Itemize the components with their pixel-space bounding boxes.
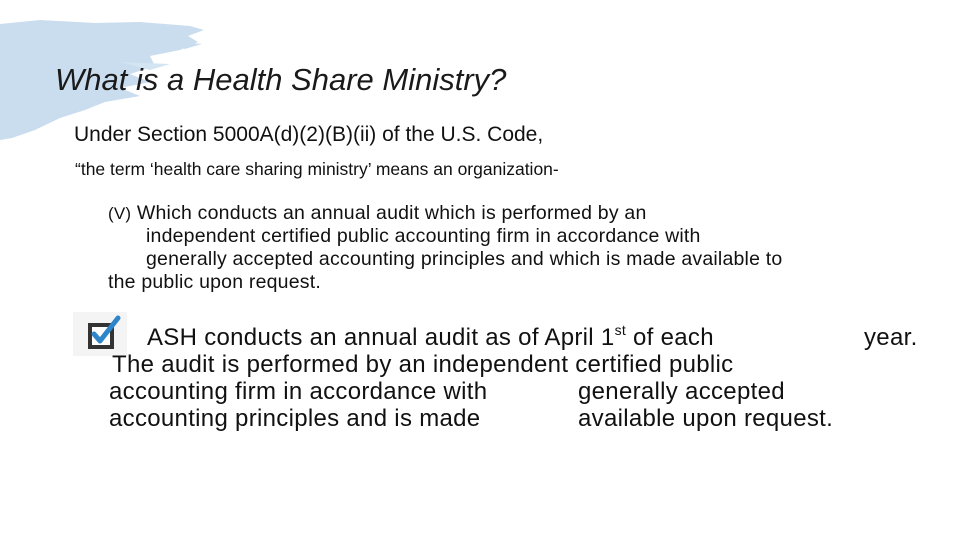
answer-text-4b: available upon request.	[578, 405, 834, 432]
answer-text-3b: generally accepted	[578, 378, 785, 405]
answer-text-1b: of each	[626, 324, 714, 351]
definition-intro: “the term ‘health care sharing ministry’ means an organization-	[75, 159, 559, 179]
ordinal-suffix: st	[614, 322, 627, 338]
provision-line-3: generally accepted accounting principles and which is made available to	[146, 248, 783, 270]
answer-line-1	[147, 322, 714, 351]
provision-line-4: the public upon request.	[108, 271, 321, 293]
provision-number: (V)	[108, 204, 132, 223]
provision-text-1: Which conducts an annual audit which is performed by an	[136, 202, 647, 224]
answer-text-3a: accounting firm in accordance with	[109, 378, 488, 405]
provision-line-1	[108, 204, 647, 224]
answer-line-2: The audit is performed by an independent certified public	[112, 351, 734, 378]
answer-text-4a: accounting principles and is made	[109, 405, 481, 432]
slide-title: What is a Health Share Ministry?	[55, 62, 507, 97]
answer-text-1c: year.	[864, 324, 918, 351]
checkbox-checked-icon	[73, 312, 127, 356]
answer-text-1a: ASH conducts an annual audit as of April 1	[147, 324, 615, 351]
section-reference: Under Section 5000A(d)(2)(B)(ii) of the U.S. Code,	[74, 123, 544, 146]
provision-line-2: independent certified public accounting firm in accordance with	[146, 225, 701, 247]
